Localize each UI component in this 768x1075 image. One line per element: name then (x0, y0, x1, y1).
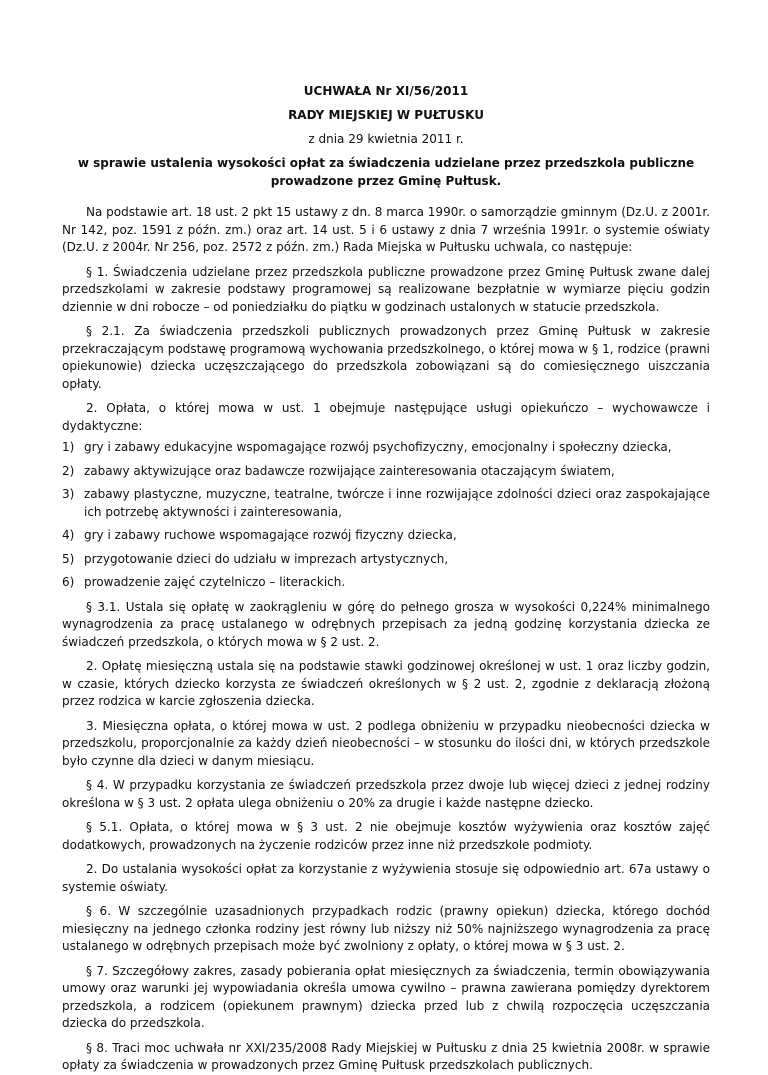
list-item (62, 463, 710, 481)
section-3-2-paragraph: 2. Opłatę miesięczną ustala się na podstawie stawki godzinowej określonej w ust. 1 oraz liczby godzin, w czasie, których dziecko korzysta ze świadczeń określonych w § 2 ust. 2, zgodnie z deklaracją złożoną przez rodzica w karcie zgłoszenia dziecka. (62, 659, 710, 708)
section-8-paragraph: § 8. Traci moc uchwała nr XXI/235/2008 Rady Miejskiej w Pułtusku z dnia 25 kwietnia 2008r. w sprawie opłaty za świadczenia w prowadzonych przez Gminę Pułtusk przedszkolach publicznych. (62, 1040, 710, 1072)
list-item (62, 527, 710, 545)
list-item-number: 6) (62, 575, 75, 589)
list-item (62, 574, 710, 592)
list-item-text: gry i zabawy edukacyjne wspomagające rozwój psychofizyczny, emocjonalny i społeczny dziecka, (84, 440, 672, 454)
list-item-text: przygotowanie dzieci do udziału w imprezach artystycznych, (84, 551, 449, 566)
section-6-paragraph: § 6. W szczególnie uzasadnionych przypadkach rodzic (prawny opiekun) dziecka, którego dochód miesięczny na jednego członka rodziny jest równy lub niższy niż 50% najniższego wynagrodzenia za pracę ustalanego w odrębnych przepisach może być zwolniony z opłaty, o której mowa w § 3 ust. 2. (62, 904, 710, 953)
list-item-text: gry i zabawy ruchowe wspomagające rozwój fizyczny dziecka, (84, 528, 457, 542)
list-item-number: 4) (62, 528, 75, 542)
section-5-1-paragraph: § 5.1. Opłata, o której mowa w § 3 ust. 2 nie obejmuje kosztów wyżywienia oraz kosztów zajęć dodatkowych, prowadzonych na życzenie rodziców przez inne niż przedszkole podmioty. (62, 820, 710, 852)
document-header (62, 84, 710, 190)
list-item-number: 3) (62, 487, 75, 501)
section-3-1-paragraph: § 3.1. Ustala się opłatę w zaokrągleniu w górę do pełnego grosza w wysokości 0,224% minimalnego wynagrodzenia za pracę ustalanego w odrębnych przepisach za jedną godzinę korzystania dziecka ze świadczeń przedszkola, o których mowa w § 2 ust. 2. (62, 599, 710, 649)
list-item-number: 1) (62, 440, 75, 454)
list-item-text: prowadzenie zajęć czytelniczo – literackich. (84, 575, 346, 589)
list-item (62, 486, 710, 521)
list-item (62, 551, 710, 569)
services-list (62, 439, 710, 592)
resolution-subject: w sprawie ustalenia wysokości opłat za świadczenia udzielane przez przedszkola publiczne prowadzone przez Gminę Pułtusk. (77, 156, 695, 188)
resolution-title: UCHWAŁA Nr XI/56/2011 (303, 84, 469, 98)
list-item-text: zabawy aktywizujące oraz badawcze rozwijające zainteresowania otaczającym światem, (84, 463, 615, 478)
list-item-number: 2) (62, 463, 75, 478)
resolution-date: z dnia 29 kwietnia 2011 r. (308, 132, 464, 146)
section-4-paragraph: § 4. W przypadku korzystania ze świadczeń przedszkola przez dwoje lub więcej dzieci z jednej rodziny określona w § 3 ust. 2 opłata ulega obniżeniu o 20% za drugie i każde następne dziecko. (62, 778, 710, 810)
preamble-paragraph: Na podstawie art. 18 ust. 2 pkt 15 ustawy z dn. 8 marca 1990r. o samorządzie gminnym (Dz.U. z 2001r. Nr 142, poz. 1591 z późn. zm.) oraz art. 14 ust. 5 i 6 ustawy z dnia 7 września 1991r. o systemie oświaty (Dz.U. z 2004r. Nr 256, poz. 2572 z późn. zm.) Rada Miejska w Pułtusku uchwala, co następuje: (62, 205, 710, 254)
list-item-number: 5) (62, 551, 75, 566)
section-1-paragraph: § 1. Świadczenia udzielane przez przedszkola publiczne prowadzone przez Gminę Pułtusk zwane dalej przedszkolami w zakresie podstawy programowej są realizowane bezpłatnie w wymiarze pięciu godzin dziennie w dni robocze – od poniedziałku do piątku w godzinach ustalonych w statucie przedszkola. (62, 264, 710, 314)
section-3-3-paragraph: 3. Miesięczna opłata, o której mowa w ust. 2 podlega obniżeniu w przypadku nieobecności dziecka w przedszkolu, proporcjonalnie za każdy dzień nieobecności – w stosunku do ilości dni, w których przedszkole było czynne dla dzieci w danym miesiącu. (62, 718, 710, 768)
section-5-2-paragraph: 2. Do ustalania wysokości opłat za korzystanie z wyżywienia stosuje się odpowiednio art. 67a ustawy o systemie oświaty. (62, 862, 710, 894)
section-2-1-paragraph: § 2.1. Za świadczenia przedszkoli publicznych prowadzonych przez Gminę Pułtusk w zakresie przekraczającym podstawę programową wychowania przedszkolnego, o której mowa w § 1, rodzice (prawni opiekunowie) dziecka uczęszczającego do przedszkola zobowiązani są do comiesięcznego uiszczania opłaty. (62, 324, 710, 391)
section-2-2-paragraph: 2. Opłata, o której mowa w ust. 1 obejmuje następujące usługi opiekuńczo – wychowawcze i dydaktyczne: (62, 401, 710, 433)
section-7-paragraph: § 7. Szczegółowy zakres, zasady pobierania opłat miesięcznych za świadczenia, termin obowiązywania umowy oraz warunki jej wypowiadania określa umowa cywilno – prawna zawierana pomiędzy dyrektorem przedszkola, a rodzicem (opiekunem prawnym) dziecka przed lub z chwilą rozpoczęcia uczęszczania dziecka do przedszkola. (62, 963, 710, 1030)
list-item-text: zabawy plastyczne, muzyczne, teatralne, twórcze i inne rozwijające zdolności dzieci oraz zaspokajające ich potrzebę aktywności i zainteresowania, (84, 487, 710, 519)
council-name: RADY MIEJSKIEJ W PUŁTUSKU (288, 108, 484, 122)
list-item (62, 439, 710, 457)
